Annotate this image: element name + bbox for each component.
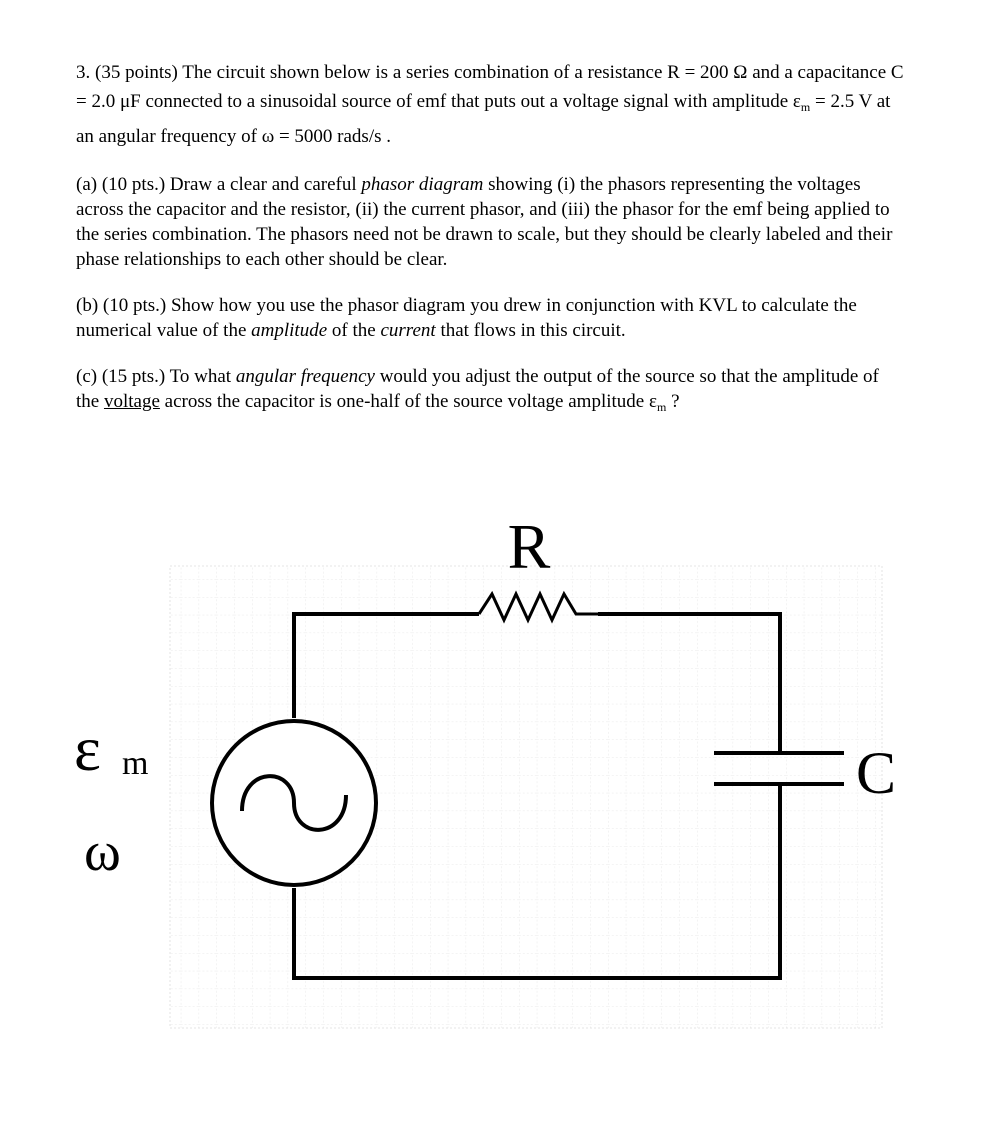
capacitor-label: C [856,740,897,806]
emf-subscript: m [800,100,811,114]
problem-text [76,58,906,441]
resistance-value: R = 200 Ω [667,62,748,83]
part-c-emf [649,391,666,412]
intro-text-4: at an angular frequency of [76,91,891,147]
problem-points: (35 points) [95,62,178,83]
part-b-emphasis-current: current [380,320,436,341]
intro-text-3: connected to a sinusoidal source of emf that puts out a voltage signal with amplitude [145,91,789,112]
part-c [76,364,906,420]
problem-intro [76,58,906,151]
circuit-diagram [74,508,910,1033]
part-a-label: (a) (10 pts.) [76,174,166,195]
emf-amplitude [793,91,810,112]
part-b-text-3: that flows in this circuit. [440,320,626,341]
capacitance-value: C = 2.0 μF [76,62,904,112]
omega-value: ω = 5000 rads/s . [261,126,391,147]
part-c-emphasis: angular frequency [235,366,375,387]
part-b-emphasis-amplitude: amplitude [251,320,328,341]
part-a [76,172,906,272]
part-c-emf-subscript: m [656,400,667,414]
resistor-label: R [507,511,551,582]
part-b-text-2: of the [331,320,376,341]
part-b-text-1: Show how you use the phasor diagram you drew in conjunction with KVL to calculate the numerical value of the [76,295,857,341]
source-emf-subscript: m [122,745,149,782]
part-c-text-2: would you adjust the output of the source so that the amplitude of the [76,366,879,412]
emf-symbol: ε [792,91,801,112]
part-b [76,293,906,343]
part-a-emphasis: phasor diagram [361,174,484,195]
part-c-emf-symbol: ε [648,391,657,412]
part-c-underline: voltage [103,391,160,412]
intro-text-2: and a capacitance [752,62,887,83]
part-a-text-2: showing (i) the phasors representing the voltages across the capacitor and the resistor, (ii) the current phasor, and (iii) the phasor for the emf being applied to the series combination. The phasors need not be drawn to scale, but they should be clearly labeled and their phase relationships to each other should be clear. [76,174,893,270]
emf-value: = 2.5 V [814,91,872,112]
source-omega-label: ω [84,821,121,883]
part-c-label: (c) (15 pts.) [76,366,166,387]
part-a-text-1: Draw a clear and careful [169,174,357,195]
part-c-text-3: across the capacitor is one-half of the source voltage amplitude [164,391,645,412]
part-b-label: (b) (10 pts.) [76,295,167,316]
part-c-text-4: ? [671,391,680,412]
source-emf-label: ε [74,713,101,784]
intro-text-1: The circuit shown below is a series combination of a resistance [182,62,663,83]
problem-number: 3. [76,62,91,83]
part-c-text-1: To what [169,366,232,387]
